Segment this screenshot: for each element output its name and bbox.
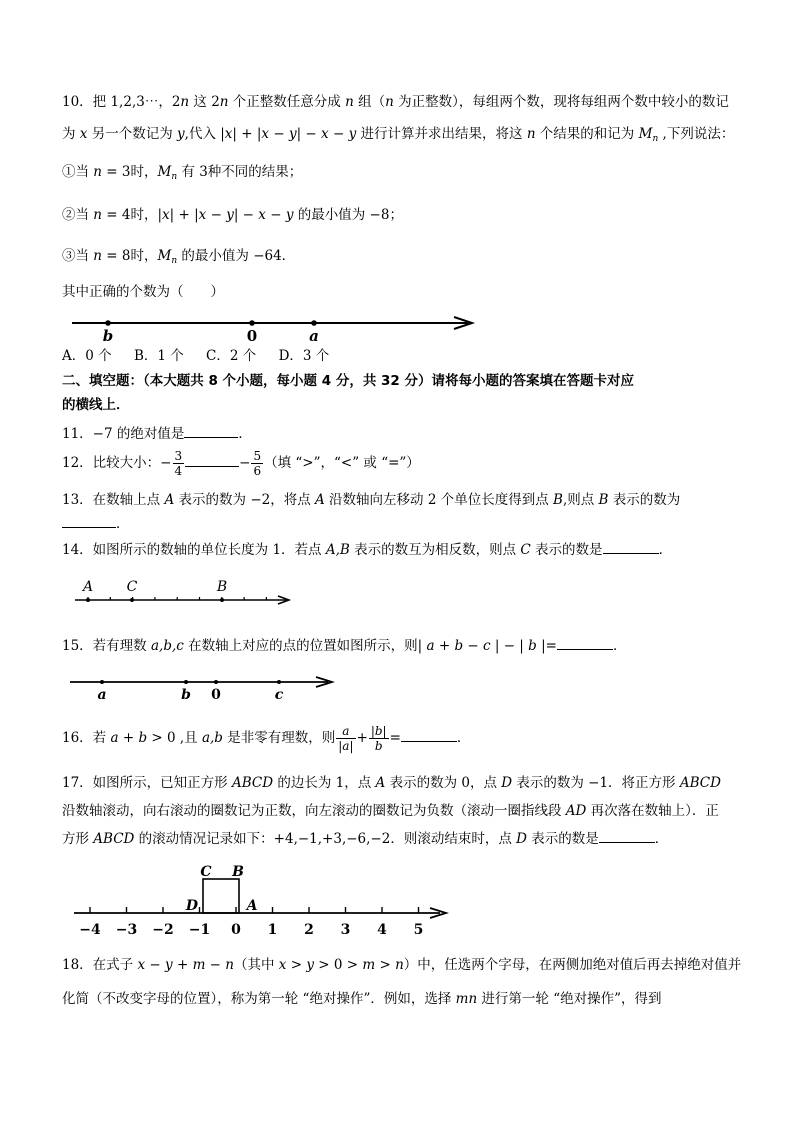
math-variable: m <box>362 957 376 973</box>
math-variable: M <box>157 248 172 264</box>
tick-label: 1 <box>267 922 278 938</box>
text-segment: 是非零有理数，则 <box>222 730 336 746</box>
label-0: 0 <box>211 687 221 702</box>
text-segment: 在数轴上对应的点的位置如图所示，则| <box>183 638 427 654</box>
q16-fraction-2: $\frac{|b|}{b}$ <box>370 724 387 753</box>
text-segment: 18．在式子 <box>62 957 138 973</box>
math-variable: D <box>516 831 527 847</box>
tick-label: 5 <box>413 922 424 938</box>
point-b <box>220 598 224 602</box>
text-segment: | − <box>233 207 259 223</box>
q18-line1 <box>62 955 741 975</box>
math-variable: y <box>226 207 234 223</box>
q16-equals: = <box>389 730 401 746</box>
text-segment: 表示的数为 <box>608 492 681 508</box>
option-a[interactable]: A．0 个 <box>62 348 112 364</box>
text-segment: 13．在数轴上点 <box>62 492 165 508</box>
q17-line2 <box>62 801 719 821</box>
text-segment: 再次落在数轴上）．正 <box>586 803 719 819</box>
text-segment: | + | <box>169 207 199 223</box>
tick-label: −4 <box>79 922 101 938</box>
math-variable: c <box>483 638 491 654</box>
point-c <box>277 680 281 684</box>
text-segment: 有 3种不同的结果； <box>177 164 303 180</box>
point-a <box>86 598 90 602</box>
math-variable: a,b,c <box>150 638 184 654</box>
label-a: A <box>82 579 94 595</box>
text-segment: 进行计算并求出结果，将这 <box>356 126 527 142</box>
text-segment: 表示的数是 <box>530 542 603 558</box>
q10-question: 其中正确的个数为（ ） <box>62 284 224 300</box>
point-c <box>130 598 134 602</box>
label-b: b <box>102 327 114 344</box>
point-a <box>100 680 104 684</box>
subscript: n <box>171 172 178 182</box>
label-b: B <box>232 864 244 880</box>
math-variable: x <box>162 207 170 223</box>
text-segment: + <box>118 730 139 746</box>
text-segment: ）中，任选两个字母，在两侧加绝对值后再去掉绝对值并 <box>403 957 742 973</box>
q11 <box>62 424 252 444</box>
q11-answer-blank[interactable] <box>184 425 238 438</box>
point-0 <box>249 320 255 326</box>
subscript: n <box>171 256 178 266</box>
q12-hint: （填 “>”，“<” 或 “=”） <box>264 455 420 471</box>
text-segment: − <box>145 957 166 973</box>
q12-fraction-1: $\frac{3}{4}$ <box>174 449 183 478</box>
math-variable: n <box>526 126 536 142</box>
math-variable: B <box>553 492 563 508</box>
q16-end: ． <box>456 730 471 746</box>
text-segment: | + | <box>232 126 262 142</box>
text-segment: 的滚动情况记录如下：+4,−1,+3,−6,−2．则滚动结束时，点 <box>134 831 517 847</box>
text-segment: 的边长为 1，点 <box>273 775 376 791</box>
q15-text <box>62 638 557 654</box>
math-variable: n <box>225 957 234 973</box>
tick-label: −1 <box>188 922 211 938</box>
math-variable: n <box>395 957 404 973</box>
text-segment: ①当 <box>62 164 94 180</box>
math-variable: A <box>315 492 325 508</box>
q17-line1 <box>62 773 721 793</box>
text-segment: 为正整数），每组两个数，现将每组两个数中较小的数记 <box>393 94 729 110</box>
tick-label: −2 <box>152 922 174 938</box>
text-segment: − <box>269 126 289 142</box>
math-variable: y <box>285 207 294 223</box>
tick-label: 3 <box>340 922 351 938</box>
label-a: A <box>246 898 258 914</box>
text-segment: 化简（不改变字母的位置），称为第一轮 “绝对操作”．例如，选择 <box>62 991 456 1007</box>
q13-answer-blank[interactable] <box>62 515 116 528</box>
point-0 <box>214 680 218 684</box>
text-segment: | − | <box>490 638 529 654</box>
q12-answer-blank[interactable] <box>185 454 239 467</box>
q10-line1 <box>62 92 729 112</box>
math-variable: M <box>157 164 172 180</box>
section-2-heading-cont: 的横线上． <box>62 397 130 413</box>
text-segment: 为 <box>62 126 80 142</box>
tick-label: 2 <box>304 922 314 938</box>
q16-plus: + <box>356 730 368 746</box>
math-variable: n <box>219 94 229 110</box>
option-d[interactable]: D．3 个 <box>278 348 330 364</box>
math-variable: m <box>192 957 206 973</box>
q11-text: 11．−7 的绝对值是 <box>62 426 185 442</box>
text-segment: （其中 <box>233 957 279 973</box>
math-variable: n <box>180 94 190 110</box>
q12-minus: − <box>239 455 251 471</box>
text-segment: = 3时， <box>102 164 158 180</box>
text-segment: 表示的数为 −1．将正方形 <box>512 775 680 791</box>
math-variable: x <box>224 126 233 142</box>
q10-statement-1 <box>62 162 302 187</box>
text-segment: > 0 ,且 <box>147 730 202 746</box>
math-variable: y <box>288 126 297 142</box>
q14-text <box>62 542 603 558</box>
text-segment: 方形 <box>62 831 94 847</box>
text-segment: 表示的数为 0，点 <box>385 775 502 791</box>
math-variable: x <box>321 126 329 142</box>
label-a: a <box>309 327 319 344</box>
math-variable: C <box>520 542 531 558</box>
q14-number-line <box>70 576 295 608</box>
q10-statement-2 <box>62 205 403 225</box>
q16 <box>62 718 470 758</box>
option-c[interactable]: C．2 个 <box>206 348 257 364</box>
text-segment: 沿数轴向左移动 2 个单位长度得到点 <box>324 492 554 508</box>
math-variable: a <box>110 730 119 746</box>
q17-line3 <box>62 829 668 849</box>
text-segment: 沿数轴滚动，向右滚动的圈数记为正数，向左滚动的圈数记为负数（滚动一圈指线段 <box>62 803 566 819</box>
text-segment: 10．把 1,2,3⋯，2 <box>62 94 181 110</box>
q17-text <box>62 831 599 847</box>
math-variable: b <box>138 730 148 746</box>
math-variable: B <box>598 492 609 508</box>
tick-label: 4 <box>377 922 387 938</box>
text-segment: ,则点 <box>562 492 599 508</box>
text-segment: 的最小值为 −64． <box>177 248 296 264</box>
q10-statement-3 <box>62 246 295 271</box>
q12-text: 12．比较大小：− <box>62 455 172 471</box>
math-variable: x <box>278 957 287 973</box>
text-segment: − <box>328 126 349 142</box>
math-variable: x <box>79 126 88 142</box>
q15-answer-blank[interactable] <box>557 637 613 650</box>
text-segment: |= <box>536 638 557 654</box>
text-segment: − <box>463 638 483 654</box>
text-segment: | − <box>296 126 322 142</box>
text-segment: + <box>172 957 193 973</box>
label-0: 0 <box>246 327 258 344</box>
q17-answer-blank[interactable] <box>599 830 655 843</box>
text-segment: 表示的数互为相反数，则点 <box>349 542 521 558</box>
text-segment: > 0 > <box>313 957 363 973</box>
math-variable: A <box>164 492 175 508</box>
option-b[interactable]: B．1 个 <box>133 348 184 364</box>
point-a <box>311 320 317 326</box>
text-segment: 另一个数记为 <box>87 126 178 142</box>
text-segment: 17．如图所示，已知正方形 <box>62 775 232 791</box>
text-segment: ③当 <box>62 248 94 264</box>
label-b: B <box>216 579 228 595</box>
text-segment: 表示的数是 <box>526 831 599 847</box>
q17-number-line <box>70 858 455 940</box>
q12-fraction-2: $\frac{5}{6}$ <box>253 449 262 478</box>
math-variable: y <box>348 126 357 142</box>
text-segment: − <box>265 207 286 223</box>
label-c: c <box>274 687 284 702</box>
q10-number-line <box>70 312 480 344</box>
math-variable: n <box>93 207 102 223</box>
text-segment: − <box>206 207 227 223</box>
label-b: b <box>181 687 191 702</box>
q11-end: ． <box>238 426 252 442</box>
q15-end: ． <box>612 638 627 654</box>
tick-label: 0 <box>231 922 241 938</box>
square-abcd <box>203 879 239 913</box>
q14-line <box>62 540 672 560</box>
math-variable: x <box>258 207 266 223</box>
label-a: a <box>97 687 107 702</box>
q14-end: ． <box>658 542 673 558</box>
math-variable: y <box>177 126 185 142</box>
text-segment: > <box>286 957 307 973</box>
q12 <box>62 446 420 480</box>
math-variable: b <box>528 638 537 654</box>
tick-label: −3 <box>115 922 138 938</box>
math-variable: a,b <box>201 730 223 746</box>
text-segment: = 8时， <box>102 248 158 264</box>
section-2-heading: 二、填空题：（本大题共 8 个小题，每小题 4 分，共 32 分）请将每小题的答案填在答题卡对应 <box>62 373 635 389</box>
label-c: C <box>200 864 212 880</box>
q13-line1 <box>62 490 680 510</box>
math-variable: n <box>93 164 102 180</box>
text-segment: 个结果的和记为 <box>535 126 639 142</box>
q10-line2 <box>62 124 734 149</box>
math-variable: x <box>198 207 207 223</box>
math-variable: A,B <box>325 542 350 558</box>
text-segment: 16．若 <box>62 730 111 746</box>
text-segment: ②当 <box>62 207 94 223</box>
text-segment: 这 2 <box>189 94 220 110</box>
text-segment: > <box>375 957 396 973</box>
text-segment: + <box>434 638 455 654</box>
math-variable: x <box>261 126 270 142</box>
q15-number-line <box>66 672 341 702</box>
q16-text <box>62 730 335 746</box>
text-segment: 的最小值为 −8； <box>293 207 403 223</box>
label-d: D <box>185 898 199 914</box>
text-segment: 组（ <box>353 94 386 110</box>
q17-end: ． <box>654 831 669 847</box>
text-segment: 个正整数任意分成 <box>228 94 346 110</box>
text-segment: 15．若有理数 <box>62 638 151 654</box>
math-variable: y <box>165 957 173 973</box>
math-variable: n <box>385 94 394 110</box>
text-segment: ,代入 | <box>184 126 225 142</box>
q10-options <box>62 346 329 366</box>
math-variable: b <box>454 638 464 654</box>
q18-line2 <box>62 989 662 1009</box>
math-variable: mn <box>455 991 478 1007</box>
text-segment: − <box>205 957 226 973</box>
text-segment: 表示的数为 −2，将点 <box>174 492 316 508</box>
label-c: C <box>126 579 138 595</box>
math-variable: A <box>375 775 386 791</box>
math-variable: ABCD <box>231 775 274 791</box>
math-variable: ABCD <box>93 831 135 847</box>
text-segment: 14．如图所示的数轴的单位长度为 1．若点 <box>62 542 326 558</box>
math-variable: ABCD <box>679 775 721 791</box>
math-variable: y <box>306 957 314 973</box>
q16-answer-blank[interactable] <box>401 729 457 742</box>
q13-end: ． <box>116 516 130 532</box>
q13-line2 <box>62 514 130 534</box>
point-b <box>184 680 188 684</box>
text-segment: ,下列说法： <box>658 126 735 142</box>
math-variable: D <box>501 775 513 791</box>
subscript: n <box>652 134 659 144</box>
math-variable: a <box>426 638 435 654</box>
q14-answer-blank[interactable] <box>603 541 659 554</box>
text-segment: = 4时，| <box>102 207 163 223</box>
q15-line <box>62 636 626 656</box>
q16-fraction-1: $\frac{a}{|a|}$ <box>338 724 354 753</box>
math-variable: x <box>137 957 146 973</box>
math-variable: n <box>93 248 102 264</box>
text-segment: 进行第一轮 “绝对操作”，得到 <box>477 991 662 1007</box>
math-variable: AD <box>565 803 587 819</box>
math-variable: n <box>345 94 354 110</box>
math-variable: M <box>638 126 653 142</box>
point-b <box>105 320 111 326</box>
